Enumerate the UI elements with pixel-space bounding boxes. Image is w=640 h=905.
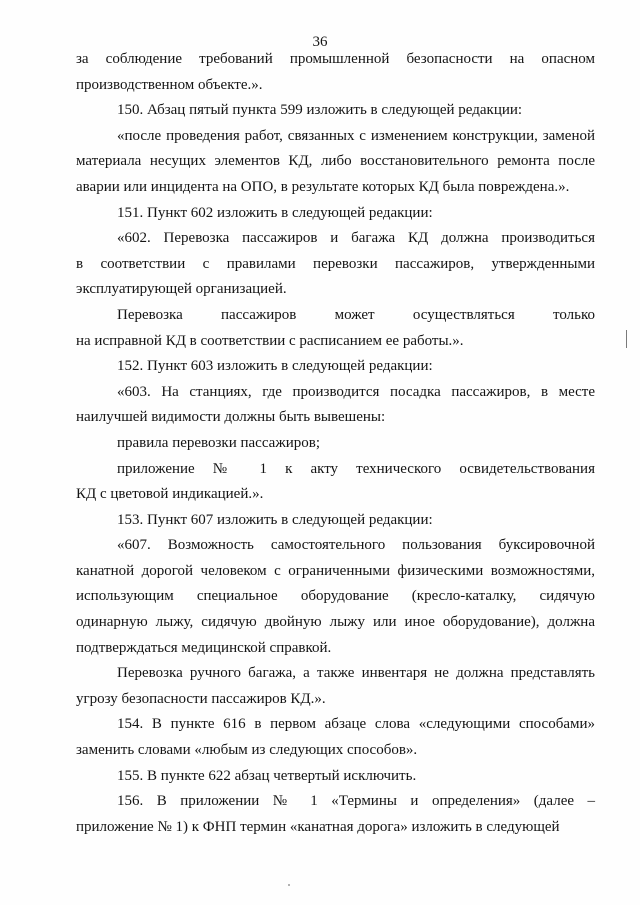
scan-edge-mark [626, 330, 627, 348]
text-line: подтверждаться медицинской справкой. [76, 639, 332, 656]
text-line: приложение № 1) к ФНП термин «канатная дорога» изложить в следующей [76, 818, 560, 835]
text-line: 150. Абзац пятый пункта 599 изложить в следующей редакции: [117, 102, 523, 119]
text-line: Перевозка ручного багажа, а также инвентаря не должна представлять [117, 665, 595, 682]
text-line: в соответствии с правилами перевозки пассажиров, утвержденными [76, 255, 595, 272]
text-line: КД с цветовой индикацией.». [76, 486, 264, 503]
text-line: канатной дорогой человеком с ограниченными физическими возможностями, [76, 562, 595, 579]
text-line: 152. Пункт 603 изложить в следующей редакции: [117, 358, 433, 375]
text-line: аварии или инцидента на ОПО, в результате которых КД была повреждена.». [76, 178, 570, 195]
text-line: 156. В приложении № 1 «Термины и определения» (далее – [117, 793, 595, 810]
text-line: Перевозка пассажиров может осуществляться только [117, 306, 595, 323]
text-line: наилучшей видимости должны быть вывешены: [76, 409, 386, 426]
text-line: приложение № 1 к акту технического освидетельствования [117, 460, 595, 477]
text-line: производственном объекте.». [76, 76, 263, 93]
text-line: «602. Перевозка пассажиров и багажа КД должна производиться [117, 230, 595, 247]
text-line: 153. Пункт 607 изложить в следующей редакции: [117, 511, 433, 528]
text-line: «607. Возможность самостоятельного пользования буксировочной [117, 537, 595, 554]
text-line: 151. Пункт 602 изложить в следующей редакции: [117, 204, 433, 221]
page-number: 36 [312, 34, 328, 50]
text-line: использующим специальное оборудование (кресло-каталку, сидячую [76, 588, 595, 605]
text-line: на исправной КД в соответствии с расписанием ее работы.». [76, 332, 464, 349]
text-line: заменить словами «любым из следующих способов». [76, 742, 418, 759]
text-line: «после проведения работ, связанных с изменением конструкции, заменой [117, 127, 595, 144]
text-line: материала несущих элементов КД, либо восстановительного ремонта после [76, 153, 595, 170]
text-line: эксплуатирующей организацией. [76, 281, 287, 298]
text-line: 154. В пункте 616 в первом абзаце слова «следующими способами» [117, 716, 595, 733]
text-line: 155. В пункте 622 абзац четвертый исключить. [117, 767, 417, 784]
document-body [76, 47, 595, 840]
text-line: одинарную лыжу, сидячую двойную лыжу или иное оборудование), должна [76, 614, 595, 631]
text-line: «603. На станциях, где производится посадка пассажиров, в месте [117, 383, 595, 400]
text-line: угрозу безопасности пассажиров КД.». [76, 690, 326, 707]
text-line: правила перевозки пассажиров; [117, 434, 320, 451]
scan-dot [288, 884, 290, 886]
text-line: за соблюдение требований промышленной безопасности на опасном [76, 51, 595, 67]
